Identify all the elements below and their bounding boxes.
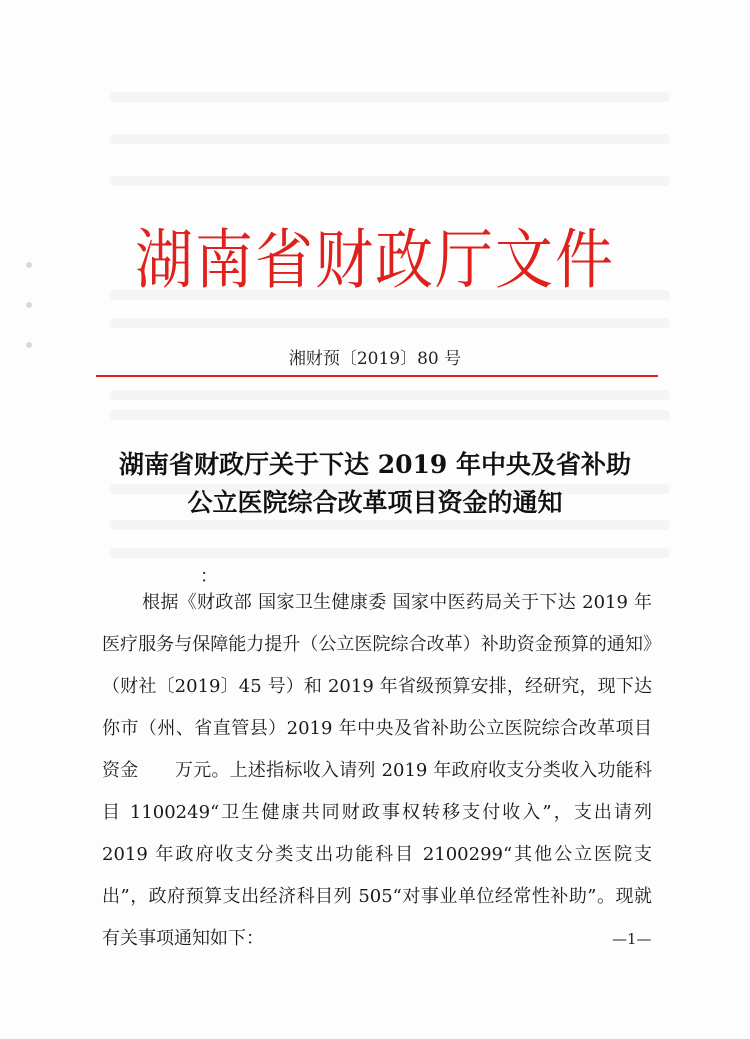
bleed-through-mark	[110, 548, 670, 558]
red-divider-line	[96, 375, 658, 377]
bleed-through-mark	[110, 92, 670, 102]
body-paragraph: 根据《财政部 国家卫生健康委 国家中医药局关于下达 2019 年医疗服务与保障能力提升（公立医院综合改革）补助资金预算的通知》（财社〔2019〕45 号）和 2019 年省级预算安排，经研究，现下达你市（州、省直管县）2019 年中央及省补助公立医院综合改革项目资金 万元。上述指标收入请列 2019 年政府收支分类收入功能科目 1100249“卫生健康共同财政事权转移支付收入”，支出请列 2019 年政府收支分类支出功能科目 2100299“其他公立医院支出”，政府预算支出经济科目列 505“对事业单位经常性补助”。现就有关事项通知如下：	[102, 592, 652, 949]
bleed-through-mark	[110, 134, 670, 144]
bleed-through-mark	[110, 390, 670, 400]
notice-title-line-1: 湖南省财政厅关于下达 2019 年中央及省补助	[119, 450, 631, 479]
page-number: —1—	[612, 930, 652, 948]
bleed-through-mark	[110, 176, 670, 186]
notice-title	[70, 446, 680, 522]
punch-hole-mark	[26, 302, 32, 308]
bleed-through-mark	[110, 410, 670, 420]
notice-title-line-2: 公立医院综合改革项目资金的通知	[187, 488, 563, 517]
document-number: 湘财预〔2019〕80 号	[288, 349, 462, 369]
addressee-colon: ：	[200, 566, 218, 587]
bleed-through-mark	[110, 318, 670, 328]
body-text	[102, 582, 652, 960]
document-header-title: 湖南省财政厅文件	[134, 221, 615, 298]
